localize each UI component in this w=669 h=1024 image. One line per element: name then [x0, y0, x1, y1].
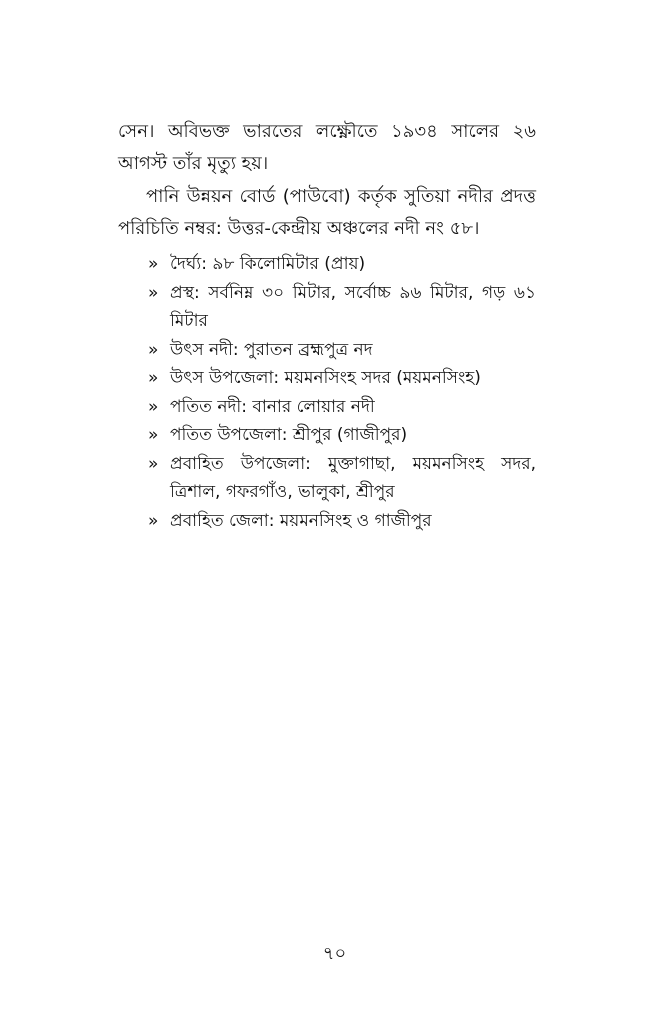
list-item-text: প্রবাহিত জেলা: ময়মনসিংহ ও গাজীপুর: [170, 510, 432, 531]
river-facts-list: [148, 250, 536, 535]
bullet-marker: »: [148, 339, 159, 360]
page-number: ৭০: [322, 943, 347, 964]
list-item: [148, 250, 536, 279]
bullet-marker: »: [148, 396, 159, 417]
bullet-marker: »: [148, 510, 159, 531]
list-item-text: উৎস নদী: পুরাতন ব্রহ্মপুত্র নদ: [170, 339, 373, 360]
list-item: [148, 507, 536, 536]
bullet-marker: »: [148, 282, 159, 303]
list-item-text: উৎস উপজেলা: ময়মনসিংহ সদর (ময়মনসিংহ): [170, 368, 481, 388]
list-item-text: দৈর্ঘ্য: ৯৮ কিলোমিটার (প্রায়): [170, 254, 366, 274]
list-item: [148, 364, 536, 393]
paragraph-river-id: পানি উন্নয়ন বোর্ড (পাউবো) কর্তৃক সুতিয়া নদীর প্রদত্ত পরিচিতি নম্বর: উত্তর-কেন্দ্রীয় অঞ্চলের নদী নং ৫৮।: [118, 186, 536, 239]
list-item-text: প্রস্থ: সর্বনিম্ন ৩০ মিটার, সর্বোচ্চ ৯৬ মিটার, গড় ৬১ মিটার: [170, 282, 536, 331]
list-item: [148, 450, 536, 507]
list-item: [148, 421, 536, 450]
bullet-marker: »: [148, 425, 159, 445]
bullet-marker: »: [148, 453, 159, 474]
paragraph-intro: সেন। অবিভক্ত ভারতের লক্ষ্ণৌতে ১৯৩৪ সালের ২৬ আগস্ট তাঁর মৃত্যু হয়।: [118, 121, 536, 174]
bullet-marker: »: [148, 368, 159, 388]
list-item-text: পতিত নদী: বানার লোয়ার নদী: [170, 396, 375, 417]
list-item: [148, 336, 536, 365]
bullet-marker: »: [148, 254, 159, 274]
list-item-text: প্রবাহিত উপজেলা: মুক্তাগাছা, ময়মনসিংহ সদর, ত্রিশাল, গফরগাঁও, ভালুকা, শ্রীপুর: [170, 453, 536, 502]
list-item-text: পতিত উপজেলা: শ্রীপুর (গাজীপুর): [170, 425, 408, 445]
list-item: [148, 279, 536, 336]
list-item: [148, 393, 536, 422]
